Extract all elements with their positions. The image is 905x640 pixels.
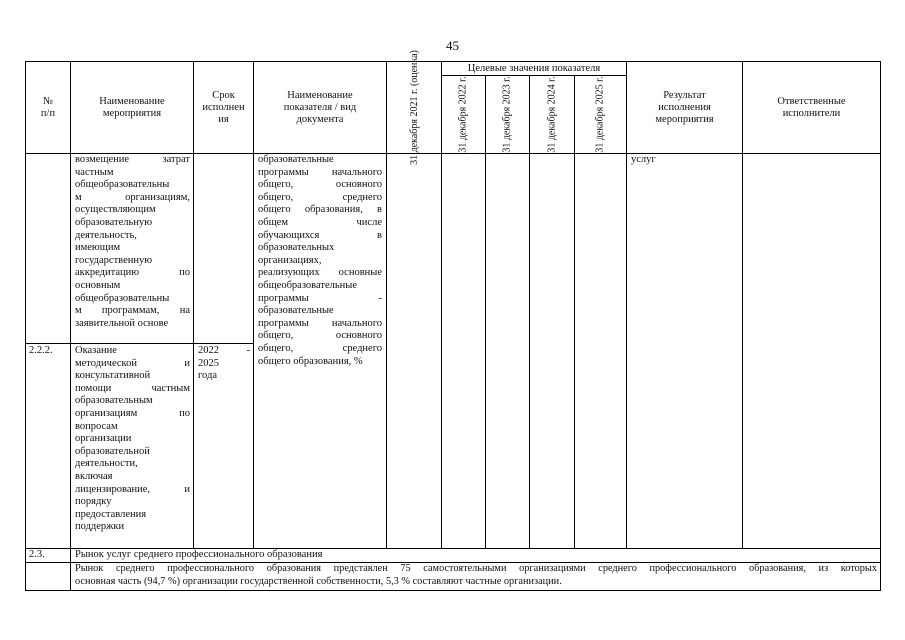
header-indicator-name: Наименование показателя / вид документа: [283, 89, 357, 125]
section-2-3-description: Рынок среднего профессионального образования представлен 75 самостоятельными организациями среднего профессионального образования, из которых основная часть (94,7 %) организации государственной собственности, 5,3 % составляют частные организации.: [75, 563, 877, 587]
header-2025: 31 декабря 2025 г.: [595, 76, 606, 153]
page-number: 45: [446, 38, 459, 53]
row-number-2-2-2: 2.2.2.: [29, 345, 53, 356]
header-responsible: Ответственные исполнители: [777, 95, 846, 119]
header-result: Результат исполнения мероприятия: [655, 89, 714, 125]
measures-table: [25, 50, 881, 591]
result-continued-text: услуг: [631, 154, 656, 165]
header-2024: 31 декабря 2024 г.: [546, 76, 558, 153]
indicator-text: образовательные программы начального общего, основного общего, среднего общего образования, в общем числе обучающихся в образовательных организациях, реализующих основные общеобразовательные программы - образовательные программы начального общего, основного общего, среднего общего образования, %: [258, 154, 382, 367]
table-right-border: [880, 61, 881, 591]
header-number: № п/п: [40, 95, 56, 119]
header-target-values: Целевые значения показателя: [467, 62, 601, 74]
row-divider-2-2-2: [25, 343, 254, 344]
header-activity-name: Наименование мероприятия: [99, 95, 165, 119]
header-2021-estimate: 31 декабря 2021 г. (оценка): [408, 50, 420, 165]
table-bottom-border: [25, 590, 881, 591]
section-2-3-title: Рынок услуг среднего профессионального образования: [75, 549, 323, 560]
header-deadline: Срок исполнен ия: [202, 89, 245, 125]
activity-continued-text: возмещение затрат частным общеобразовательны м организациям, осуществляющим образовательную деятельность, имеющим государственную аккредитацию по основным общеобразовательны м программам, на заявительной основе: [75, 154, 190, 329]
activity-2-2-2-text: Оказание методической и консультативной помощи частным образовательным организациям по вопросам организации образовательной деятельности, включая лицензирование, и порядку предоставления поддержки: [75, 345, 190, 533]
row-number-2-3: 2.3.: [29, 549, 45, 560]
header-2022: 31 декабря 2022 г.: [458, 76, 469, 153]
deadline-2-2-2: 2022 - 2025 года: [198, 345, 250, 382]
header-2023: 31 декабря 2023 г.: [502, 76, 513, 153]
